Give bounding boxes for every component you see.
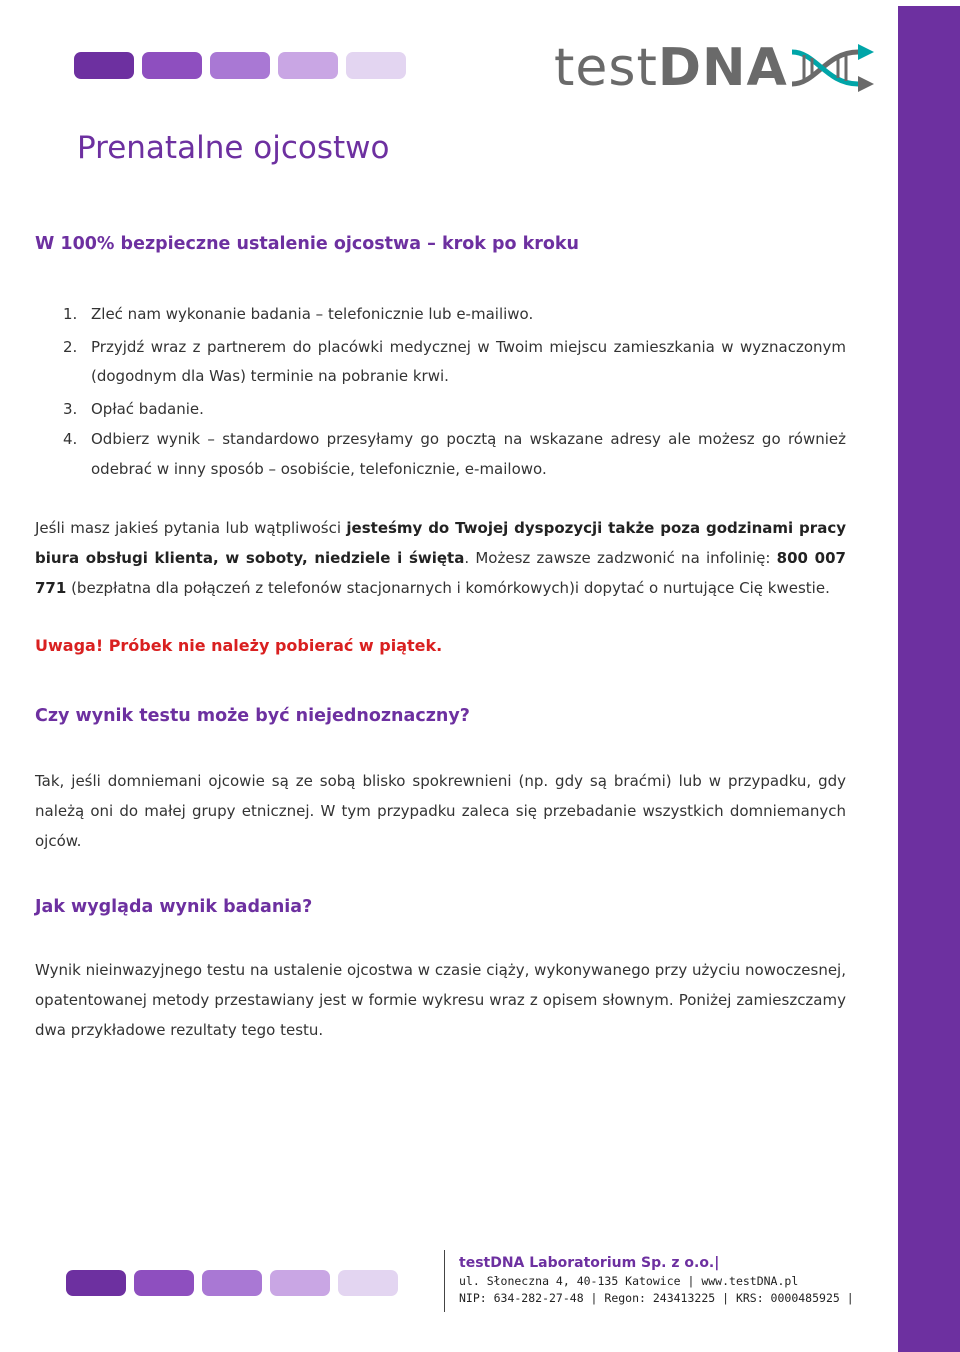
step-number: 2. xyxy=(63,337,78,356)
side-accent-bar xyxy=(898,6,960,1352)
page-title: Prenatalne ojcostwo xyxy=(77,130,390,166)
color-pill xyxy=(270,1270,330,1296)
step-text: Zleć nam wykonanie badania – telefonicznie lub e-mailiwo. xyxy=(91,305,534,323)
list-item xyxy=(35,425,846,484)
color-pill xyxy=(202,1270,262,1296)
color-pill xyxy=(346,52,406,79)
contact-paragraph: Jeśli masz jakieś pytania lub wątpliwości jesteśmy do Twojej dyspozycji także poza godzinami pracy biura obsługi klienta, w soboty, niedziele i święta. Możesz zawsze zadzwonić na infolinię: 800 007 771 (bezpłatna dla połączeń z telefonów stacjonarnych i komórkowych)i dopytać o nurtujące Cię kwestie. xyxy=(35,519,846,597)
step-text: Odbierz wynik – standardowo przesyłamy go pocztą na wskazane adresy ale możesz go również odebrać w inny sposób – osobiście, telefonicznie, e-mailowo. xyxy=(91,430,846,478)
availability-text: jesteśmy do Twojej dyspozycji także poza godzinami pracy biura obsługi klienta, w soboty, niedziele i święta xyxy=(35,519,846,567)
company-ids: NIP: 634-282-27-48 | Regon: 243413225 | KRS: 0000485925 | xyxy=(459,1291,854,1305)
color-pill xyxy=(142,52,202,79)
color-pill xyxy=(278,52,338,79)
logo-wordmark: testDNA xyxy=(554,38,788,98)
steps-list xyxy=(35,300,846,484)
result-text: Wynik nieinwazyjnego testu na ustalenie ojcostwa w czasie ciąży, wykonywanego przy użyciu nowoczesnej, opatentowanej metody przestawiany jest w formie wykresu wraz z opisem słownym. Poniżej zamieszczamy dwa przykładowe rezultaty tego testu. xyxy=(35,961,846,1039)
company-address: ul. Słoneczna 4, 40-135 Katowice | www.testDNA.pl xyxy=(459,1274,799,1288)
footer-color-pills xyxy=(66,1270,398,1296)
footer-divider xyxy=(444,1250,445,1312)
color-pill xyxy=(66,1270,126,1296)
color-pill xyxy=(134,1270,194,1296)
ambiguity-heading: Czy wynik testu może być niejednoznaczny? xyxy=(35,706,470,726)
step-text: Przyjdź wraz z partnerem do placówki medycznej w Twoim miejscu zamieszkania w wyznaczonym (dogodnym dla Was) terminie na pobranie krwi. xyxy=(91,337,846,385)
color-pill xyxy=(210,52,270,79)
dna-helix-icon xyxy=(786,38,882,98)
color-pill xyxy=(74,52,134,79)
footer-info xyxy=(459,1253,854,1307)
step-number: 3. xyxy=(63,399,78,418)
step-text: Opłać badanie. xyxy=(91,399,204,418)
list-item xyxy=(35,333,846,392)
color-pill xyxy=(338,1270,398,1296)
step-number: 1. xyxy=(63,305,78,323)
ambiguity-text: Tak, jeśli domniemani ojcowie są ze sobą blisko spokrewnieni (np. gdy są braćmi) lub w przypadku, gdy należą oni do małej grupy etnicznej. W tym przypadku zaleca się przebadanie wszystkich domniemanych ojców. xyxy=(35,772,846,850)
header-color-pills xyxy=(74,52,406,79)
steps-heading: W 100% bezpieczne ustalenie ojcostwa – krok po kroku xyxy=(35,234,580,254)
warning-note: Uwaga! Próbek nie należy pobierać w piątek. xyxy=(35,636,443,655)
hotline-number: 800 007 771 xyxy=(35,549,846,597)
company-name: testDNA Laboratorium Sp. z o.o.| xyxy=(459,1255,720,1271)
result-heading: Jak wygląda wynik badania? xyxy=(35,897,313,917)
list-item xyxy=(35,300,846,330)
step-number: 4. xyxy=(63,430,78,448)
list-item xyxy=(35,395,846,425)
testdna-logo xyxy=(554,38,884,98)
